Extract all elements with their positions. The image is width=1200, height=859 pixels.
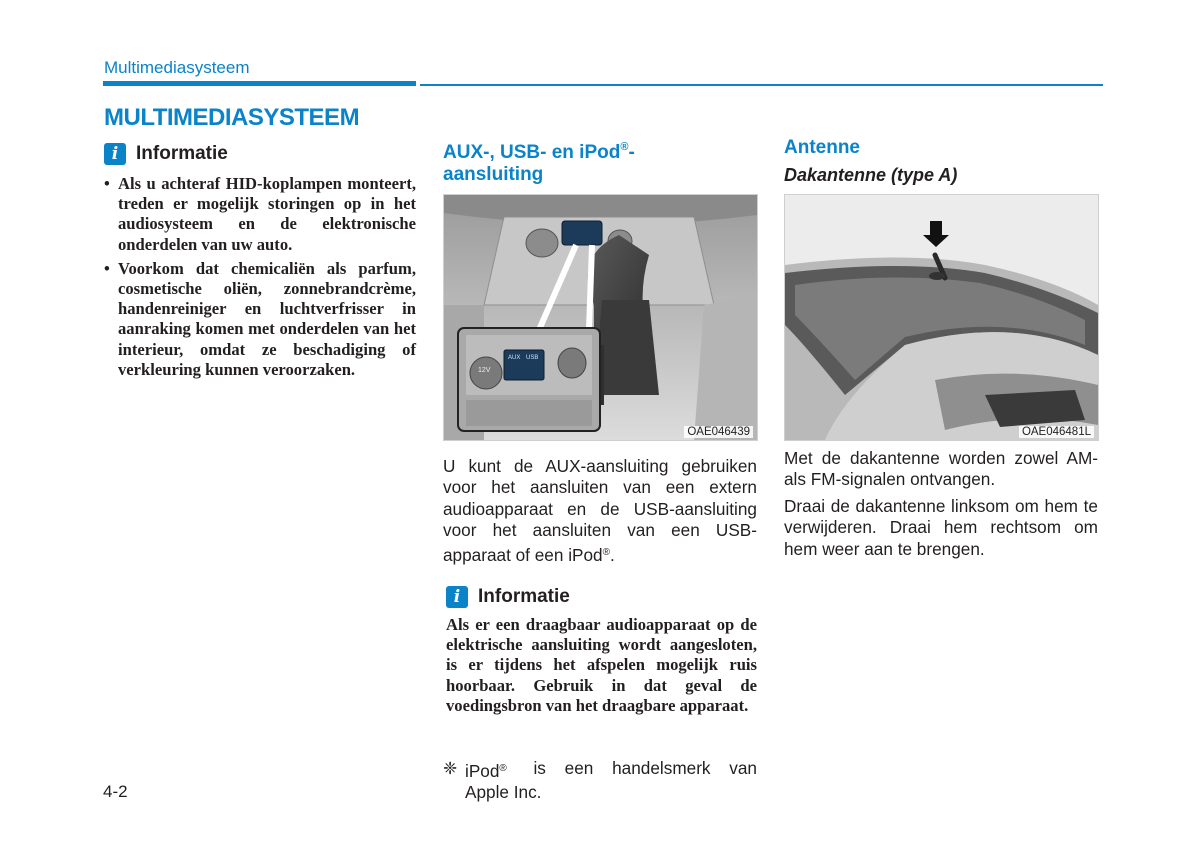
info-icon: i [446, 586, 468, 608]
info-box-middle [446, 586, 757, 716]
header-rule-thick [103, 81, 416, 86]
page-title: MULTIMEDIASYSTEEM [104, 104, 360, 131]
aux-usb-paragraph-text: U kunt de AUX-aansluiting gebruiken voor het aansluiten van een extern audioapparaat en de USB-aansluiting voor het aansluiten van een USB-apparaat of een iPod [443, 456, 757, 565]
figure-roof-antenna [784, 194, 1099, 441]
aux-usb-title-line2: aansluiting [443, 164, 544, 185]
info-bullet-item: • Als u achteraf HID-koplampen monteert, treden er mogelijk storingen op in het audiosysteem en de elektronische onderdelen van uw auto. [104, 174, 416, 255]
info-text: Als er een draagbaar audioapparaat op de elektrische aansluiting wordt aangesloten, is er tijdens het afspelen mogelijk ruis hoorbaar. Gebruik in dat geval de voedingsbron van het draagbare apparaat. [446, 615, 757, 715]
fig-label-usb: USB [526, 355, 539, 361]
fig-label-aux: AUX [508, 355, 521, 361]
console-illustration [444, 195, 757, 440]
registered-mark: ® [499, 763, 507, 774]
trademark-note-line2: Apple Inc. [465, 782, 542, 803]
antenne-paragraph-2: Draai de dakantenne linksom om hem te verwijderen. Draai hem rechtsom om hem weer aan te brengen. [784, 496, 1098, 559]
header-rule-thin [420, 84, 1103, 86]
info-header [446, 586, 757, 608]
trademark-note-line1 [443, 758, 757, 782]
antenne-title: Antenne [784, 137, 860, 158]
info-icon: i [104, 143, 126, 165]
info-bullet-item: • Voorkom dat chemicaliën als parfum, cosmetische oliën, zonnebrandcrème, handenreiniger en luchtverfrisser in aanraking komen met onderdelen van het interieur, omdat ze beschadiging of verkleuring kunnen veroorzaken. [104, 259, 416, 380]
page-number: 4-2 [103, 782, 128, 801]
info-title: Informatie [136, 143, 228, 164]
fig-label-12v: 12V [478, 367, 491, 374]
figure-code: OAE046439 [684, 426, 753, 438]
registered-mark: ® [620, 141, 629, 153]
car-illustration [785, 195, 1098, 440]
note-rest: is een handelsmerk van [533, 758, 757, 778]
middle-column [443, 136, 757, 186]
info-header [104, 143, 416, 165]
antenne-subtitle: Dakantenne (type A) [784, 165, 958, 185]
trademark-note-body [465, 758, 757, 782]
section-label: Multimediasysteem [104, 58, 250, 77]
info-box-left [104, 143, 416, 380]
info-title: Informatie [478, 586, 570, 607]
info-bullet-list [104, 174, 416, 380]
trademark-note [443, 758, 757, 804]
note-mark-icon: ❈ [443, 758, 458, 778]
aux-usb-paragraph [443, 456, 757, 566]
figure-code: OAE046481L [1019, 426, 1094, 438]
registered-mark: ® [602, 546, 610, 558]
aux-usb-title-text: AUX-, USB- en iPod [443, 142, 621, 163]
aux-usb-paragraph-end: . [609, 544, 615, 565]
antenne-paragraph-1: Met de dakantenne worden zowel AM- als FM-signalen ontvangen. [784, 448, 1098, 490]
aux-usb-title [443, 136, 757, 186]
aux-usb-title-dash: - [628, 142, 635, 163]
figure-aux-usb [443, 194, 758, 441]
note-ipod: iPod [465, 761, 500, 781]
